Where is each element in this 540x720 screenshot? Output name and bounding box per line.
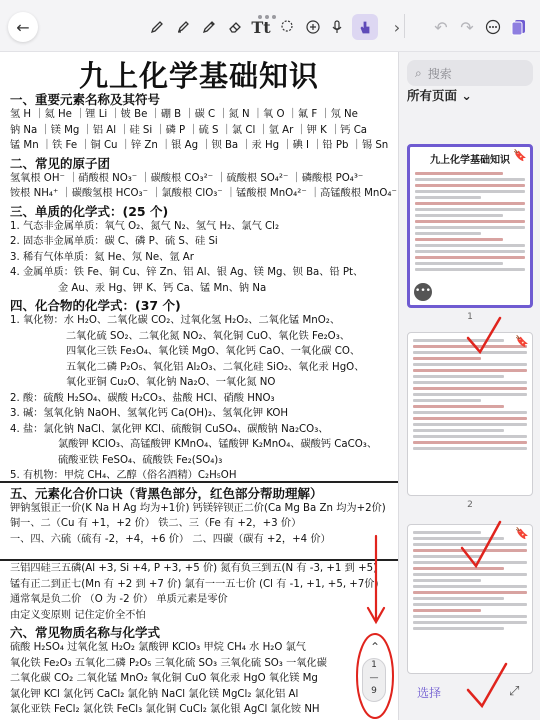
content-line: 锰有正二到正七(Mn 有 +2 到 +7 价) 氯有一一五七价 (Cl 有 -1, +1, +5, +7价) [10, 578, 379, 590]
content-line: 钾钠氢银正一价(K Na H Ag 均为+1价) 钙镁锌钡正二价(Ca Mg Ba Zn 均为+2价) [10, 502, 386, 514]
total-page-number: 9 [371, 686, 377, 696]
sidebar-pages-icon [510, 18, 528, 36]
page-indicator[interactable] [362, 658, 386, 702]
scroll-up-button[interactable]: ⌃ [369, 640, 381, 654]
content-line: 由定义变原则 记住定价全不怕 [10, 609, 146, 621]
thumbnail-page-number: 2 [467, 500, 473, 510]
toolbar-divider [404, 14, 405, 38]
top-toolbar [0, 0, 540, 52]
undo-icon: ↶ [434, 17, 448, 37]
content-line: 硫酸 H₂SO₄ 过氧化氢 H₂O₂ 氯酸钾 KClO₃ 甲烷 CH₄ 水 H₂O 氯气 [10, 642, 306, 653]
content-line: 4. 盐：氯化钠 NaCl、氯化钾 KCl、硫酸铜 CuSO₄、碳酸钠 Na₂CO₃、 [10, 423, 329, 435]
content-line: 钠 Na ｜镁 Mg ｜铝 Al ｜硅 Si ｜磷 P ｜硫 S ｜氯 Cl ｜氩 Ar ｜钾 K ｜钙 Ca [10, 124, 368, 136]
thumbnail-page-number: 1 [467, 312, 473, 322]
expand-button[interactable] [509, 684, 519, 699]
highlighter-icon [175, 19, 191, 35]
thumbnail-title: 九上化学基础知识 [430, 155, 510, 166]
content-line: 硫酸亚铁 FeSO₄、硫酸铁 Fe₂(SO₄)₃ [58, 454, 223, 466]
content-line: 通常氧是负二价 （O 为 -2 价） 单质元素是零价 [10, 594, 228, 605]
chevron-down-icon: ⌄ [461, 88, 472, 103]
thumbnail-content [408, 333, 532, 456]
content-line: 5. 有机物：甲烷 CH₄、乙醇（俗名酒精）C₂H₅OH [10, 470, 237, 481]
highlighter-tool-button[interactable] [170, 14, 196, 40]
content-line: 3. 碱：氢氧化钠 NaOH、氢氧化钙 Ca(OH)₂、氢氧化钾 KOH [10, 408, 289, 419]
content-line: 三铝四硅三五磷(Al +3, Si +4, P +3, +5 价) 氮有负三到五(N 有 -3, +1 到 +5) [10, 563, 378, 574]
pencil-tool-button[interactable] [196, 14, 222, 40]
page-thumbnail-1[interactable] [407, 144, 533, 308]
content-line: 锰 Mn ｜铁 Fe ｜铜 Cu ｜锌 Zn ｜银 Ag ｜钡 Ba ｜汞 Hg ｜碘 I ｜铅 Pb ｜锡 Sn [10, 140, 389, 151]
pencil-icon [201, 19, 217, 35]
eraser-icon [227, 19, 243, 35]
select-pages-button[interactable]: 选择 [417, 686, 442, 700]
current-page-number: 1 [371, 660, 377, 670]
search-placeholder: 搜索 [427, 66, 452, 81]
page-separator: — [369, 673, 379, 683]
section-heading: 一、重要元素名称及其符号 [10, 92, 161, 107]
page-sidebar-toggle[interactable] [506, 14, 532, 40]
section-heading: 四、化合物的化学式：(37 个) [10, 298, 181, 313]
content-line: 五氧化二磷 P₂O₅、氧化铝 Al₂O₃、二氧化硅 SiO₂、氧化汞 HgO、 [66, 361, 365, 373]
toolbar-scroll-right[interactable] [384, 14, 410, 40]
search-icon: ⌕ [415, 65, 422, 80]
content-line: 一、四、六硫（硫有 -2，+4，+6 价） 二、四碳（碳有 +2，+4 价） [10, 533, 331, 545]
content-line: 4. 金属单质：铁 Fe、铜 Cu、锌 Zn、铝 Al、银 Ag、镁 Mg、钡 Ba、铅 Pt、 [10, 267, 364, 278]
redo-button[interactable] [454, 14, 480, 40]
section-divider [0, 481, 398, 483]
touch-hand-icon [357, 19, 373, 35]
mic-icon [329, 19, 345, 35]
content-line: 氯化钾 KCl 氯化钙 CaCl₂ 氯化钠 NaCl 氯化镁 MgCl₂ 氯化铝 Al [10, 688, 299, 700]
undo-button[interactable] [428, 14, 454, 40]
content-line: 氧化亚铜 Cu₂O、氧化钠 Na₂O、一氧化氮 NO [66, 377, 276, 388]
pen-icon [149, 19, 165, 35]
thumbnail-content [410, 166, 530, 277]
content-line: 氢氧根 OH⁻ ｜硝酸根 NO₃⁻ ｜碳酸根 CO₃²⁻ ｜硫酸根 SO₄²⁻ ｜磷酸根 PO₄³⁻ [10, 172, 364, 184]
content-line: 2. 酸：硫酸 H₂SO₄、碳酸 H₂CO₃、盐酸 HCl、硝酸 HNO₃ [10, 392, 275, 404]
page-filter-label: 所有页面 [407, 88, 458, 103]
bookmark-icon[interactable]: 🔖 [515, 335, 529, 348]
chevron-right-icon: › [393, 17, 401, 37]
content-line: 金 Au、汞 Hg、钾 K、钙 Ca、锰 Mn、钠 Na [58, 282, 267, 294]
section-heading: 二、常见的原子团 [10, 155, 111, 171]
arrow-left-icon: ← [16, 17, 30, 37]
lasso-tool-button[interactable] [274, 14, 300, 40]
lasso-icon [279, 19, 295, 35]
section-heading: 三、单质的化学式：(25 个) [10, 203, 169, 219]
more-options-button[interactable] [480, 14, 506, 40]
content-line: 氯化亚铁 FeCl₂ 氯化铁 FeCl₃ 氯化铜 CuCl₂ 氯化银 AgCl 氯化铵 NH [10, 704, 320, 715]
more-icon [485, 19, 501, 35]
search-field[interactable] [407, 60, 533, 86]
text-tool-button[interactable] [248, 14, 274, 40]
pen-tool-button[interactable] [144, 14, 170, 40]
eraser-tool-button[interactable] [222, 14, 248, 40]
content-line: 铵根 NH₄⁺ ｜碳酸氢根 HCO₃⁻ ｜氯酸根 ClO₃⁻ ｜锰酸根 MnO₄²⁻ ｜高锰酸根 MnO₄⁻ [10, 188, 397, 199]
page-thumbnail-2[interactable] [407, 332, 533, 496]
document-page[interactable] [0, 52, 398, 720]
content-line: 氯酸钾 KClO₃、高锰酸钾 KMnO₄、锰酸钾 K₂MnO₄、碳酸钙 CaCO₃、 [58, 439, 378, 450]
bookmark-icon[interactable]: 🔖 [513, 149, 527, 162]
thumbnail-content [408, 525, 532, 636]
section-heading: 六、常见物质名称与化学式 [10, 625, 161, 640]
page-thumbnail-3[interactable] [407, 524, 533, 674]
content-line: 3. 稀有气体单质：氦 He、氖 Ne、氩 Ar [10, 251, 194, 263]
section-divider [0, 559, 398, 561]
text-tool-icon: Tt [251, 17, 271, 37]
expand-icon: ⤢ [509, 684, 520, 699]
window-grabber[interactable] [258, 4, 282, 8]
record-audio-button[interactable] [324, 14, 350, 40]
page-filter-dropdown[interactable] [407, 86, 472, 104]
content-line: 二氧化硫 SO₂、二氧化氮 NO₂、氧化铜 CuO、氧化铁 Fe₂O₃、 [66, 330, 350, 342]
content-line: 1. 氧化物：水 H₂O、二氧化碳 CO₂、过氧化氢 H₂O₂、二氧化锰 MnO₂、 [10, 315, 341, 326]
content-line: 铜一、二（Cu 有 +1，+2 价） 铁二、三（Fe 有 +2，+3 价） [10, 518, 302, 529]
content-line: 二氧化碳 CO₂ 二氧化锰 MnO₂ 氧化铜 CuO 氧化汞 HgO 氧化镁 Mg [10, 673, 318, 684]
content-line: 氢 H ｜氦 He ｜锂 Li ｜铍 Be ｜硼 B ｜碳 C ｜氮 N ｜氧 O ｜氟 F ｜氖 Ne [10, 109, 358, 120]
content-line: 四氧化三铁 Fe₃O₄、氧化镁 MgO、氧化钙 CaO、一氧化碳 CO、 [66, 346, 361, 357]
content-line: 1. 气态非金属单质：氧气 O₂、氮气 N₂、氢气 H₂、氯气 Cl₂ [10, 220, 280, 232]
content-line: 氧化铁 Fe₂O₃ 五氧化二磷 P₂O₅ 三氧化硫 SO₃ 三氧化硫 SO₃ 一氧化碳 [10, 657, 327, 669]
add-element-button[interactable] [300, 14, 326, 40]
touch-draw-toggle[interactable] [352, 14, 378, 40]
section-heading: 五、元素化合价口诀（背黑色部分，红色部分帮助理解） [10, 485, 323, 501]
bookmark-icon[interactable]: 🔖 [515, 527, 529, 540]
document-title: 九上化学基础知识 [78, 59, 319, 93]
page-sidebar [398, 52, 540, 720]
redo-icon: ↷ [460, 17, 474, 37]
content-line: 2. 固态非金属单质：碳 C、磷 P、硫 S、硅 Si [10, 236, 218, 247]
add-icon [305, 19, 321, 35]
thumbnail-more-button[interactable]: ••• [414, 283, 432, 301]
back-button[interactable] [8, 12, 38, 42]
